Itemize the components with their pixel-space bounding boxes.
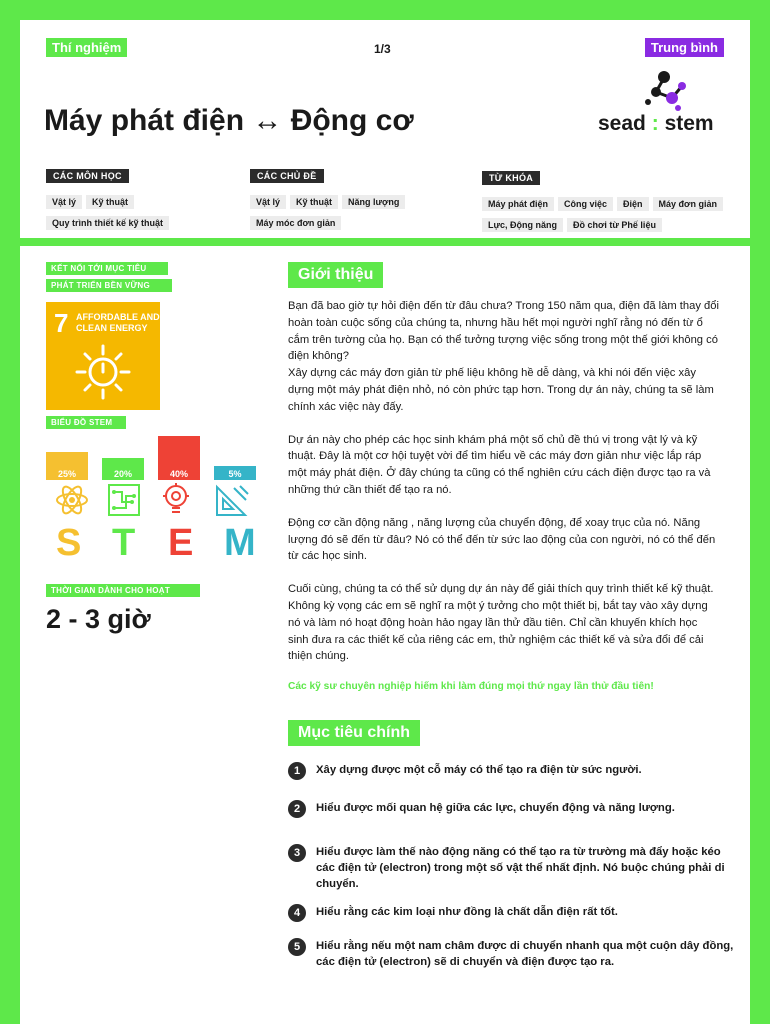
atom-icon <box>54 482 90 518</box>
stem-bar-label: 40% <box>169 469 188 479</box>
keyword-tag: Máy đơn giản <box>653 197 723 211</box>
subjects-label: CÁC MÔN HỌC <box>46 169 129 183</box>
topic-tag: Máy móc đơn giản <box>250 216 341 230</box>
keyword-tag: Đồ chơi từ Phế liệu <box>567 218 662 232</box>
keyword-tag: Công việc <box>558 197 613 211</box>
page-indicator: 1/3 <box>374 42 391 56</box>
intro-paragraph: Cuối cùng, chúng ta có thể sử dụng dự án này để giải thích quy trình thiết kế kỹ thuật. Không kỳ vọng các em sẽ nghĩ ra một ý tưởng cho một thiết bị, bắt tay vào xây dựng nó và làm nó hoạt động hoàn hảo ngay lần thử đầu tiên. Chỉ cần khuyến khích học sinh đưa ra các thiết kế của riêng các em, thử nghiệm các thiết kế và sửa đổi để cải thiện chúng. <box>288 583 714 663</box>
subjects-group <box>46 166 246 234</box>
ruler-triangle-icon <box>214 482 250 518</box>
topics-tags <box>250 192 450 234</box>
page-title: Máy phát điện ↔ Động cơ <box>44 104 414 137</box>
intro-highlight: Các kỹ sư chuyên nghiệp hiếm khi làm đúng mọi thứ ngay lần thử đầu tiên! <box>288 681 654 693</box>
stem-bar-e <box>158 436 200 480</box>
goal-item <box>288 844 736 892</box>
content-panel <box>20 246 750 1024</box>
stem-letter-s: S <box>56 522 82 564</box>
stem-bar-t <box>102 436 144 480</box>
stem-letter-e: E <box>168 522 194 564</box>
topic-tag: Kỹ thuật <box>290 195 338 209</box>
topic-tag: Năng lượng <box>342 195 405 209</box>
lightbulb-gear-icon <box>158 482 194 518</box>
goals-title: Mục tiêu chính <box>288 720 420 746</box>
keywords-tags <box>482 194 742 236</box>
level-badge: Trung bình <box>645 38 724 57</box>
keyword-tag: Máy phát điện <box>482 197 554 211</box>
sdg-number: 7 <box>54 308 69 338</box>
intro-title: Giới thiệu <box>288 262 383 288</box>
stem-letter-t: T <box>112 522 136 564</box>
goal-text: Hiểu được mối quan hệ giữa các lực, chuyển động và năng lượng. <box>316 802 675 814</box>
topics-group <box>250 166 450 234</box>
goal-item <box>288 762 736 780</box>
sun-power-icon <box>73 342 133 402</box>
time-label: THỜI GIAN DÀNH CHO HOẠT <box>46 584 200 597</box>
topic-tag: Vật lý <box>250 195 286 209</box>
stem-bar-label: 5% <box>228 469 242 479</box>
keyword-tag: Lực, Động năng <box>482 218 563 232</box>
intro-paragraph: Bạn đã bao giờ tự hỏi điện đến từ đâu chưa? Trong 150 năm qua, điện đã làm thay đổi hoàn toàn cuộc sống của chúng ta, nhưng hầu hết mọi người nghĩ rằng nó đến từ ổ cắm trên tường của họ. Bạn có thể tưởng tượng việc sống trong một thế giới không có điện không? Xây dựng các máy đơn giản từ phế liệu không hề dễ dàng, và khi nói đến việc xây dựng một máy phát điện nhỏ, nó còn phức tạp hơn. Trong dự án này, chúng ta sẽ làm chính xác việc này đấy. <box>288 300 719 413</box>
goal-item <box>288 938 736 970</box>
circuit-icon <box>106 482 142 518</box>
goal-number: 5 <box>288 938 306 956</box>
sdg7-card <box>46 302 160 410</box>
intro-paragraph: Dự án này cho phép các học sinh khám phá một số chủ đề thú vị trong vật lý và kỹ thuật. Đây là một cơ hội tuyệt vời để tìm hiểu về các máy đơn giản như việc lắp ráp một máy phát điện. Ở đây chúng ta cũng có thể nghiên cứu cách điện được tạo ra và những thứ cần thiết để tạo ra nó. <box>288 433 711 496</box>
goal-number: 2 <box>288 800 306 818</box>
goal-item <box>288 904 736 922</box>
keywords-group <box>482 168 742 236</box>
header-panel <box>20 20 750 238</box>
logo-text-right: stem <box>664 112 714 135</box>
goal-text: Hiểu rằng các kim loại như đồng là chất dẫn điện rất tốt. <box>316 906 618 918</box>
subject-tag: Kỹ thuật <box>86 195 134 209</box>
subject-tag: Quy trình thiết kế kỹ thuật <box>46 216 169 230</box>
subject-tag: Vật lý <box>46 195 82 209</box>
logo-text-left: sead <box>598 112 646 135</box>
goal-number: 4 <box>288 904 306 922</box>
time-value: 2 - 3 giờ <box>46 604 151 634</box>
intro-body <box>288 298 720 692</box>
keywords-label: TỪ KHÓA <box>482 171 540 185</box>
topics-label: CÁC CHỦ ĐỀ <box>250 169 324 183</box>
goal-label: KẾT NỐI TỚI MỤC TIÊU <box>46 262 168 275</box>
sead-stem-logo: sead : stem <box>598 68 728 138</box>
goal-text: Hiểu được làm thế nào động năng có thể tạo ra từ trường mà đẩy hoặc kéo các điện tử (electron) trong một số vật thể nhất định. Nó buộc chúng phải di chuyển. <box>316 846 725 890</box>
goal-number: 1 <box>288 762 306 780</box>
stem-bar-s <box>46 436 88 480</box>
sdg-title-line1: AFFORDABLE AND <box>76 312 160 322</box>
sidebar <box>46 262 168 296</box>
goal-item <box>288 800 736 818</box>
subjects-tags <box>46 192 246 234</box>
sdg-title-line2: CLEAN ENERGY <box>76 323 148 333</box>
stem-bar-label: 25% <box>57 469 76 479</box>
goal-text: Hiểu rằng nếu một nam châm được di chuyển nhanh qua một cuộn dây đồng, các điện tử (electron) sẽ di chuyển và điện được tạo ra. <box>316 940 734 968</box>
keyword-tag: Điện <box>617 197 649 211</box>
stem-chart <box>46 436 258 480</box>
category-badge: Thí nghiệm <box>46 38 127 57</box>
stem-icons <box>46 482 258 522</box>
stem-bar-label: 20% <box>113 469 132 479</box>
goal-text: Xây dựng được một cỗ máy có thể tạo ra điện từ sức người. <box>316 764 642 776</box>
stem-chart-label: BIỂU ĐỒ STEM <box>46 416 126 429</box>
intro-paragraph: Động cơ cần động năng , năng lượng của chuyển động, để xoay trục của nó. Năng lượng đó sẽ đến từ đâu? Nó có thể đến từ sức lao động của con người, nó có thể đến từ các học sinh. <box>288 516 716 563</box>
sdg-label: PHÁT TRIỂN BỀN VỮNG <box>46 279 172 292</box>
goal-number: 3 <box>288 844 306 862</box>
stem-letter-m: M <box>224 522 256 564</box>
stem-bar-m <box>214 436 256 480</box>
molecule-icon <box>634 68 694 112</box>
stem-letters <box>46 522 258 570</box>
